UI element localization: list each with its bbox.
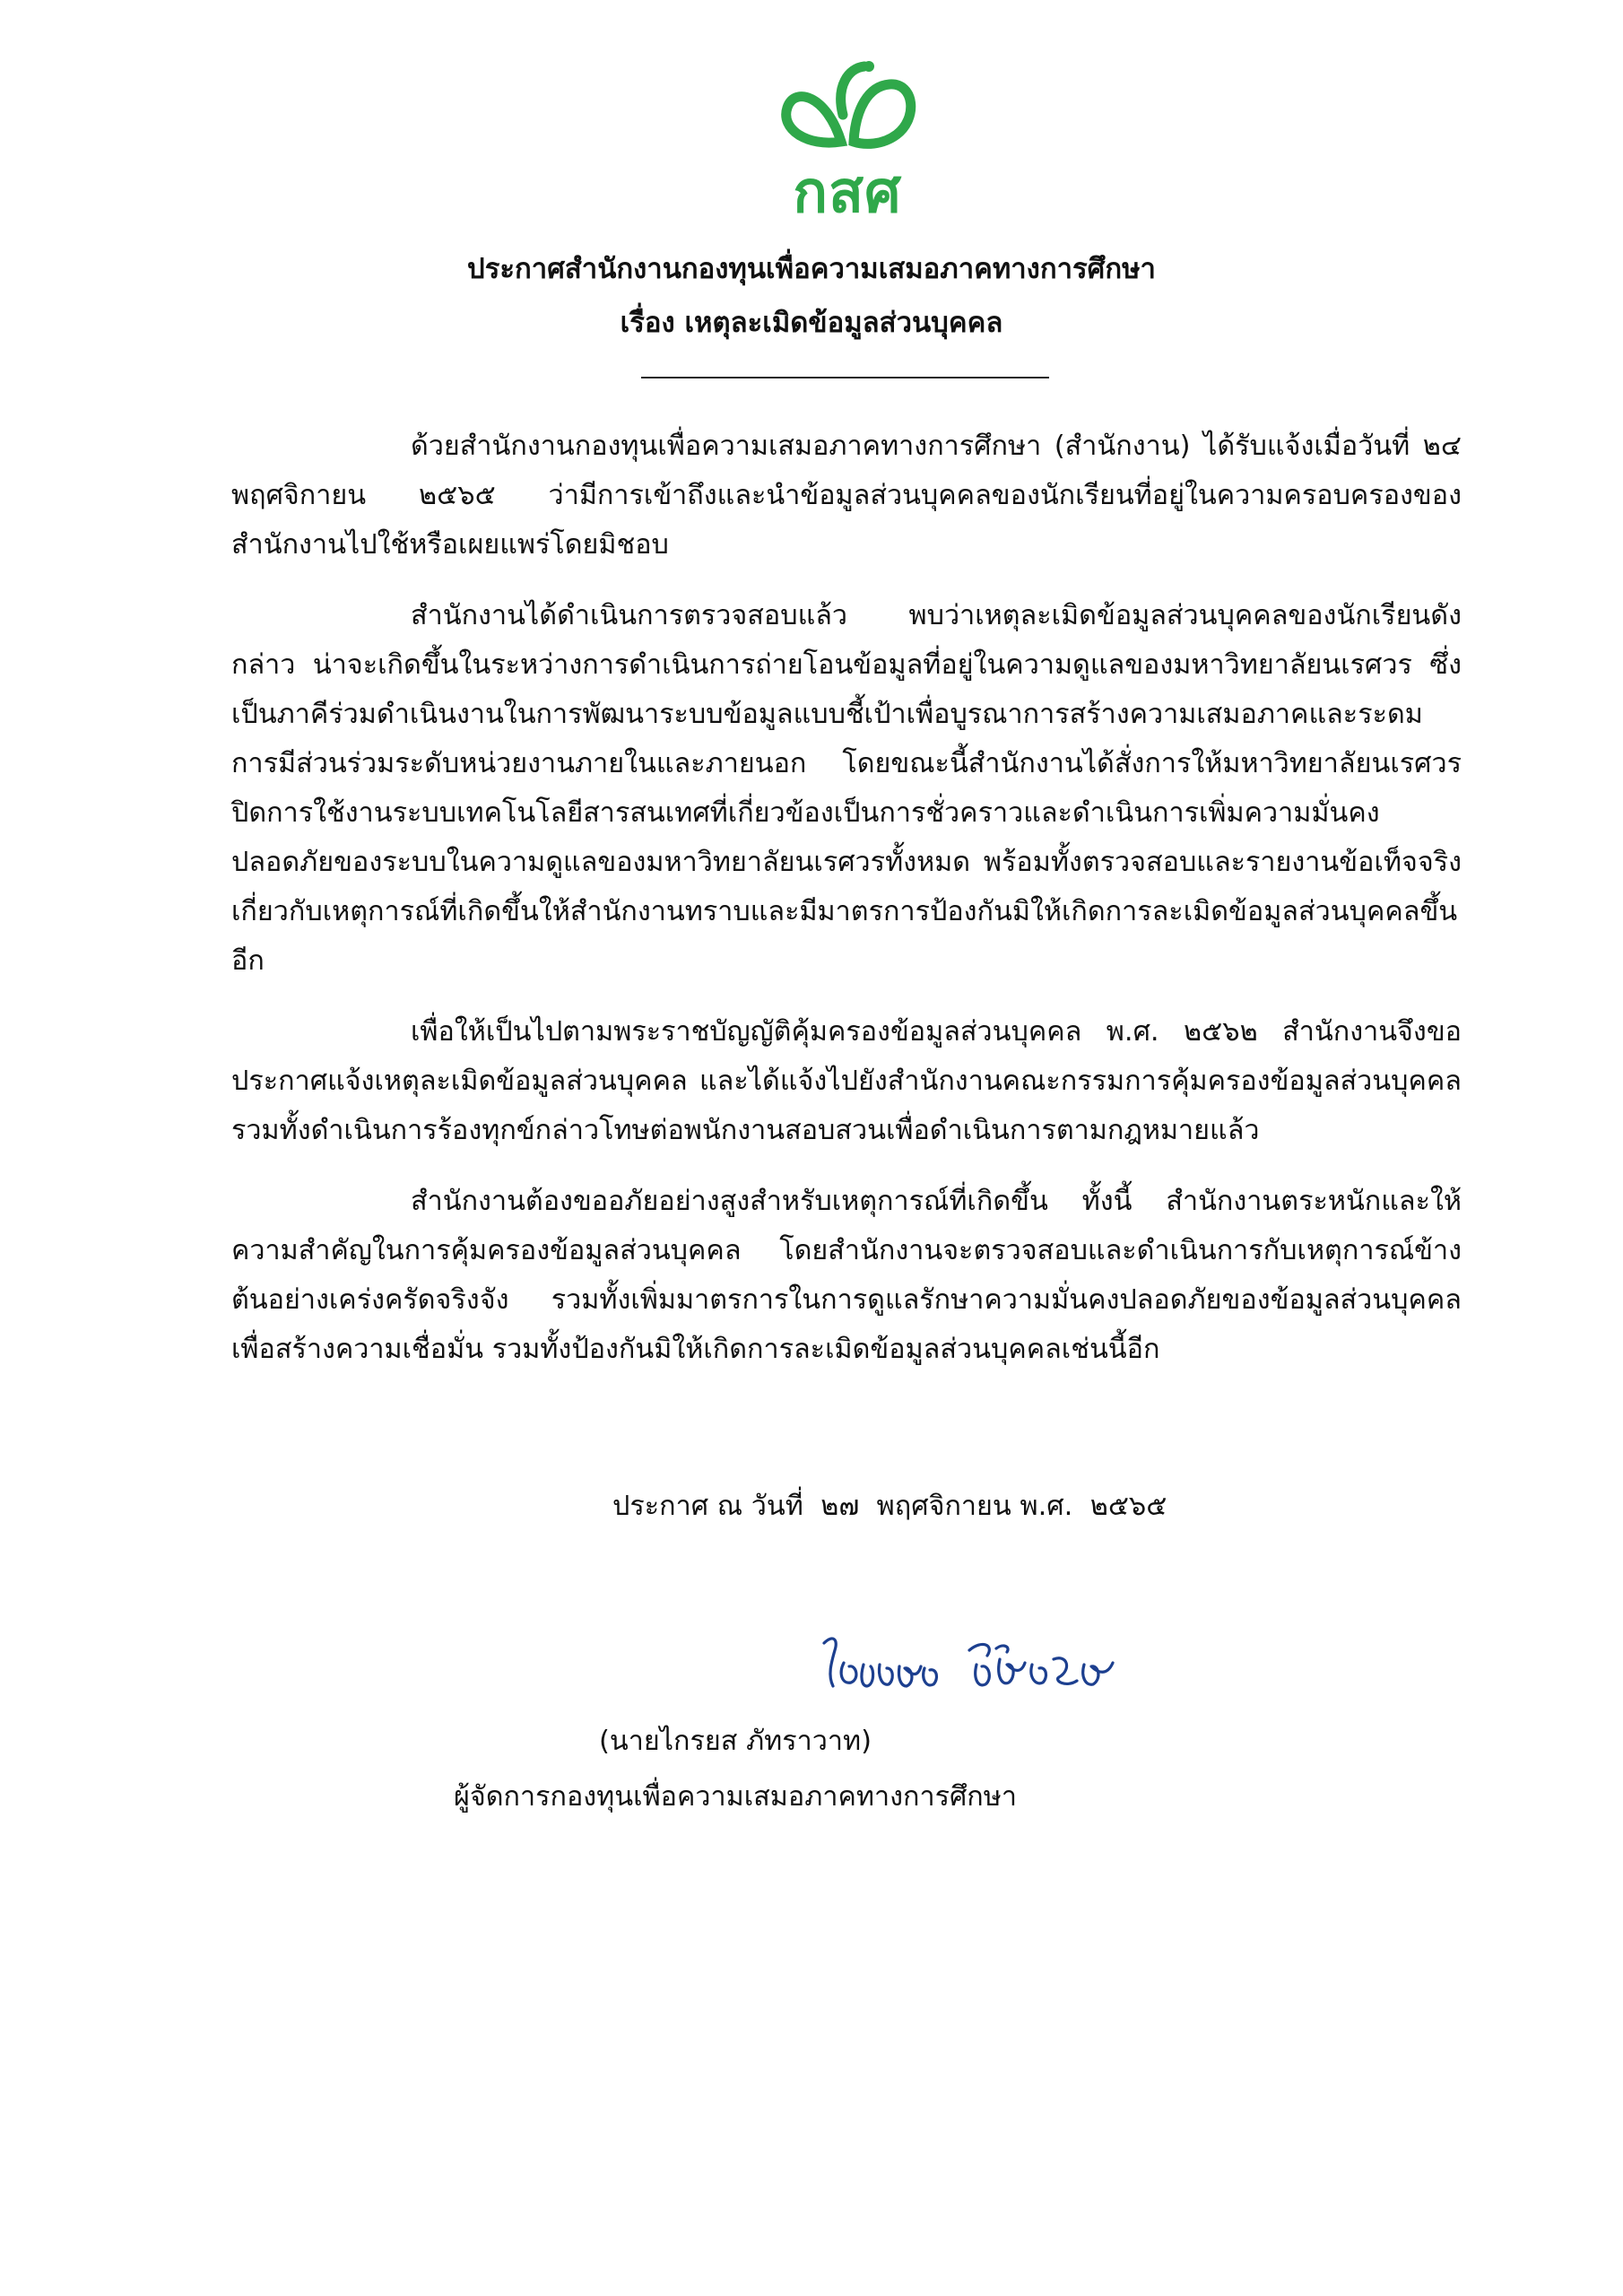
butterfly-sprout-logo-icon [771, 59, 924, 162]
signature-icon [812, 1623, 1134, 1704]
announcement-subject: เรื่อง เหตุละเมิดข้อมูลส่วนบุคคล [620, 307, 1003, 339]
header-divider [641, 377, 1049, 378]
signer-position: ผู้จัดการกองทุนเพื่อความเสมอภาคทางการศึกษา [453, 1781, 1018, 1813]
handwritten-signature [812, 1623, 1134, 1704]
logo-text: กสศ [793, 160, 902, 226]
paragraph-4: สำนักงานต้องขออภัยอย่างสูงสำหรับเหตุการณ์ที่เกิดขึ้น ทั้งนี้ สำนักงานตระหนักและให้ความสำคัญในการคุ้มครองข้อมูลส่วนบุคคล โดยสำนักงานจะตรวจสอบและดำเนินการกับเหตุการณ์ข้างต้นอย่างเคร่งครัดจริงจัง รวมทั้งเพิ่มมาตรการในการดูแลรักษาความมั่นคงปลอดภัยของข้อมูลส่วนบุคคลเพื่อสร้างความเชื่อมั่น รวมทั้งป้องกันมิให้เกิดการละเมิดข้อมูลส่วนบุคคลเช่นนี้อีก [231, 1186, 1462, 1365]
announcement-title: ประกาศสำนักงานกองทุนเพื่อความเสมอภาคทางการศึกษา [467, 253, 1156, 285]
paragraph-2: สำนักงานได้ดำเนินการตรวจสอบแล้ว พบว่าเหตุละเมิดข้อมูลส่วนบุคคลของนักเรียนดังกล่าว น่าจะเกิดขึ้นในระหว่างการดำเนินการถ่ายโอนข้อมูลที่อยู่ในความดูแลของมหาวิทยาลัยนเรศวร ซึ่งเป็นภาคีร่วมดำเนินงานในการพัฒนาระบบข้อมูลแบบชี้เป้าเพื่อบูรณาการสร้างความเสมอภาคและระดมการมีส่วนร่วมระดับหน่วยงานภายในและภายนอก โดยขณะนี้สำนักงานได้สั่งการให้มหาวิทยาลัยนเรศวรปิดการใช้งานระบบเทคโนโลยีสารสนเทศที่เกี่ยวข้องเป็นการชั่วคราวและดำเนินการเพิ่มความมั่นคงปลอดภัยของระบบในความดูแลของมหาวิทยาลัยนเรศวรทั้งหมด พร้อมทั้งตรวจสอบและรายงานข้อเท็จจริงเกี่ยวกับเหตุการณ์ที่เกิดขึ้นให้สำนักงานทราบและมีมาตรการป้องกันมิให้เกิดการละเมิดข้อมูลส่วนบุคคลขึ้นอีก [231, 600, 1462, 977]
paragraph-3: เพื่อให้เป็นไปตามพระราชบัญญัติคุ้มครองข้อมูลส่วนบุคคล พ.ศ. ๒๕๖๒ สำนักงานจึงขอประกาศแจ้งเหตุละเมิดข้อมูลส่วนบุคคล และได้แจ้งไปยังสำนักงานคณะกรรมการคุ้มครองข้อมูลส่วนบุคคล รวมทั้งดำเนินการร้องทุกข์กล่าวโทษต่อพนักงานสอบสวนเพื่อดำเนินการตามกฎหมายแล้ว [231, 1016, 1462, 1146]
paragraph-1: ด้วยสำนักงานกองทุนเพื่อความเสมอภาคทางการศึกษา (สำนักงาน) ได้รับแจ้งเมื่อวันที่ ๒๔ พฤศจิกายน ๒๕๖๕ ว่ามีการเข้าถึงและนำข้อมูลส่วนบุคคลของนักเรียนที่อยู่ในความครอบครองของสำนักงานไปใช้หรือเผยแพร่โดยมิชอบ [231, 430, 1462, 561]
organization-logo [771, 59, 924, 230]
announcement-date: ประกาศ ณ วันที่ ๒๗ พฤศจิกายน พ.ศ. ๒๕๖๕ [612, 1491, 1167, 1522]
signer-name: (นายไกรยส ภัทราวาท) [598, 1726, 872, 1757]
announcement-body [231, 422, 1462, 1396]
